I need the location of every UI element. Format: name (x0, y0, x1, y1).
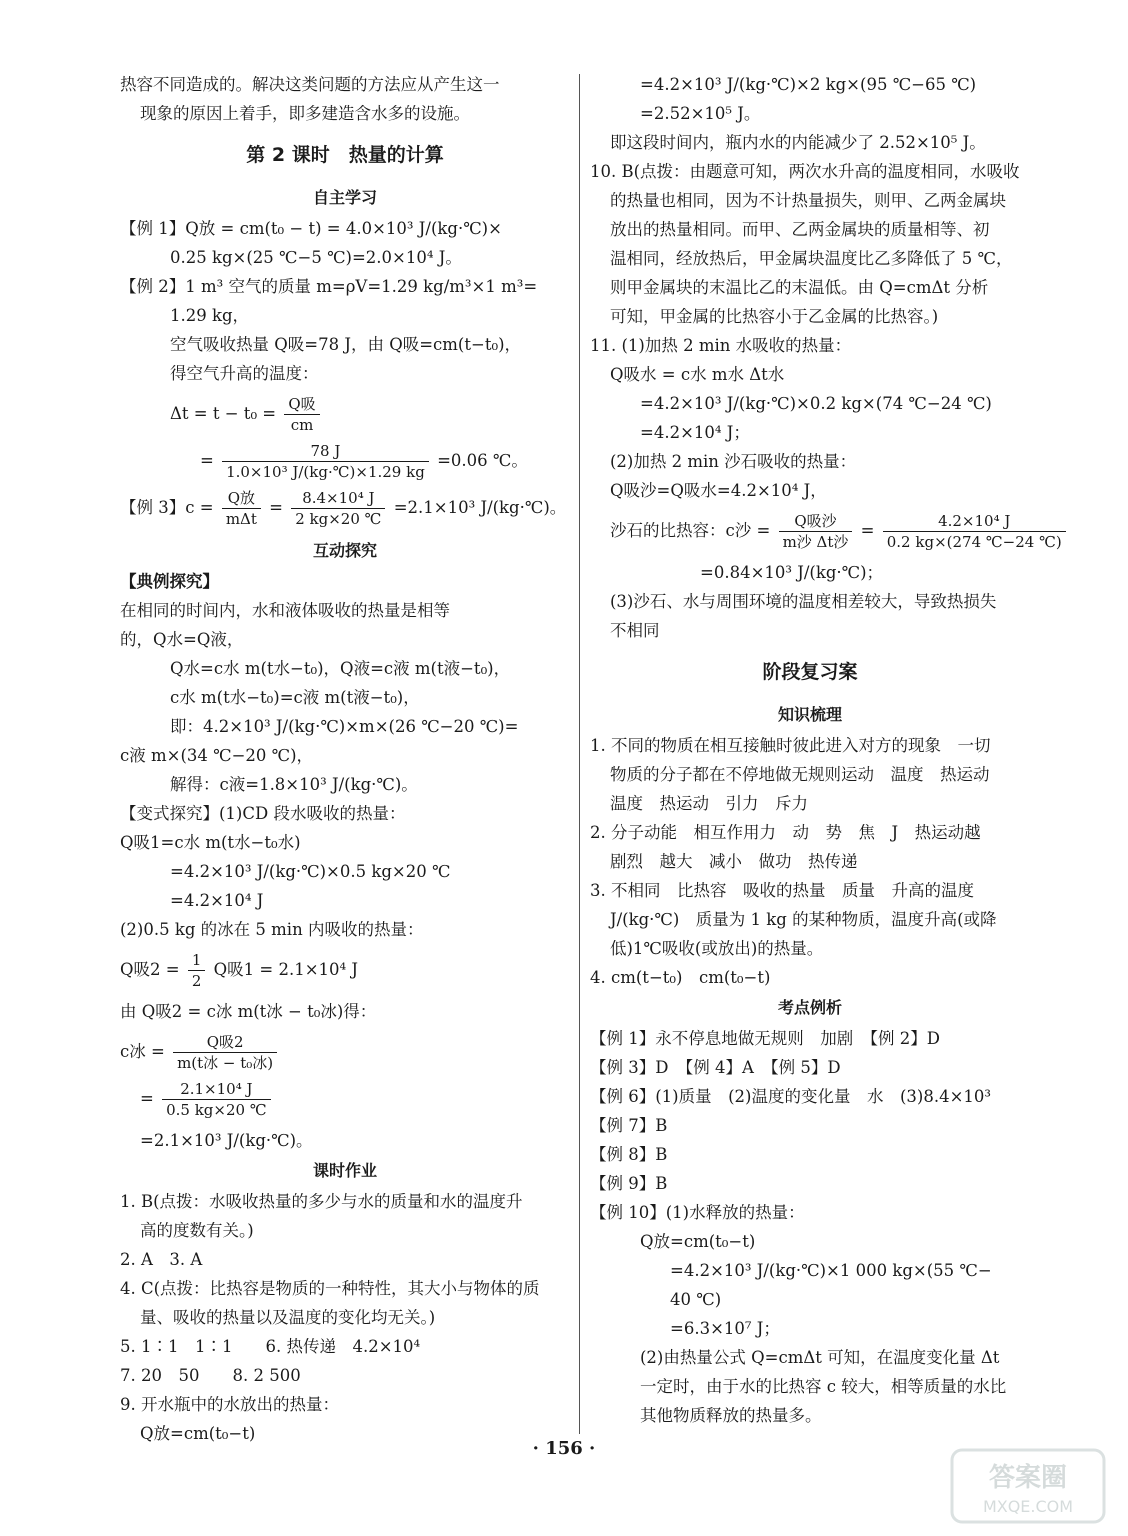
q11-line: Q吸水 = c水 m水 Δt水 (610, 365, 785, 384)
intro-line: 现象的原因上着手，即多建造含水多的设施。 (140, 104, 470, 123)
c-ice-result: =2.1×10³ J/(kg·℃)。 (140, 1131, 313, 1150)
formula-text: 【例 3】c = (120, 498, 214, 517)
denominator: 0.2 kg×(274 ℃−24 ℃) (886, 533, 1062, 551)
knowledge-line: 剧烈 越大 减小 做功 热传递 (610, 852, 858, 871)
bianshi-line: =4.2×10⁴ J (170, 891, 264, 910)
homework-line: 2. A 3. A (120, 1250, 203, 1269)
q10-line: 10. B(点拨：由题意可知，两次水升高的温度相同，水吸收 (590, 162, 1020, 181)
kaodian-line: Q放=cm(t₀−t) (640, 1232, 756, 1251)
knowledge-line: 1. 不同的物质在相互接触时彼此进入对方的现象 一切 (590, 736, 991, 755)
dianli-line: 解得：c液=1.8×10³ J/(kg·℃)。 (170, 775, 418, 794)
formula-text: c冰 = (120, 1042, 165, 1061)
q10-line: 放出的热量相同。而甲、乙两金属块的质量相等、初 (610, 220, 990, 239)
homework-line: Q放=cm(t₀−t) (140, 1424, 256, 1443)
example-1-line: 【例 1】Q放 = cm(t₀ − t) = 4.0×10³ J/(kg·℃)× (120, 219, 502, 238)
kaodian-line: 其他物质释放的热量多。 (640, 1406, 822, 1425)
q11-line: =4.2×10³ J/(kg·℃)×0.2 kg×(74 ℃−24 ℃) (640, 394, 992, 413)
watermark-logo (948, 1446, 1108, 1526)
numerator: Q吸 (284, 394, 319, 415)
lesson-title: 第 2 课时 热量的计算 (246, 144, 444, 166)
denominator: 0.5 kg×20 ℃ (166, 1101, 267, 1119)
dianli-line: Q水=c水 m(t水−t₀)，Q液=c液 m(t液−t₀)， (170, 659, 511, 678)
homework-line: 5. 1∶1 1∶1 6. 热传递 4.2×10⁴ (120, 1337, 421, 1356)
bianshi-heading: 【变式探究】(1)CD 段水吸收的热量： (120, 804, 406, 823)
q11-line: =0.84×10³ J/(kg·℃)； (700, 563, 884, 582)
homework-line: 高的度数有关。) (140, 1221, 254, 1240)
knowledge-line: 低)1℃吸收(或放出)的热量。 (610, 939, 824, 958)
denominator: m沙 Δt沙 (782, 533, 849, 551)
fraction (779, 511, 853, 552)
formula-text: = (269, 498, 283, 517)
dianli-line: c液 m×(34 ℃−20 ℃)， (120, 746, 314, 765)
kaodian-line: 【例 3】D 【例 4】A 【例 5】D (590, 1058, 841, 1077)
q10-line: 的热量也相同，因为不计热量损失，则甲、乙两金属块 (610, 191, 1006, 210)
knowledge-line: 2. 分子动能 相互作用力 动 势 焦 J 热运动越 (590, 823, 981, 842)
section-heading-jieduan: 阶段复习案 (762, 661, 858, 683)
kaodian-line: (2)由热量公式 Q=cmΔt 可知，在温度变化量 Δt (640, 1348, 1000, 1367)
fraction (188, 950, 206, 991)
homework-line: 4. C(点拨：比热容是物质的一种特性，其大小与物体的质 (120, 1279, 540, 1298)
svg-text:答案圈: 答案圈 (988, 1463, 1068, 1493)
kaodian-line: =6.3×10⁷ J； (670, 1319, 780, 1338)
section-heading-kaodian: 考点例析 (777, 998, 842, 1017)
fraction (222, 488, 261, 529)
knowledge-line: 物质的分子都在不停地做无规则运动 温度 热运动 (610, 765, 990, 784)
formula-text: Q吸2 = (120, 960, 180, 979)
numerator: 8.4×10⁴ J (291, 488, 385, 509)
fraction (883, 511, 1066, 552)
kaodian-line: 【例 8】B (590, 1145, 668, 1164)
right-column (590, 70, 1062, 1430)
q10-line: 则甲金属块的末温比乙的末温低。由 Q=cmΔt 分析 (610, 278, 989, 297)
q11-line: 不相同 (610, 621, 660, 640)
dianli-line: 的，Q水=Q液， (120, 630, 244, 649)
section-heading-zhishi: 知识梳理 (777, 705, 842, 724)
kaodian-line: 【例 9】B (590, 1174, 668, 1193)
numerator: 78 J (222, 441, 429, 462)
page-number: · 156 · (532, 1438, 596, 1459)
kaodian-line: 【例 1】永不停息地做无规则 加剧 【例 2】D (590, 1029, 940, 1048)
svg-text:MXQE.COM: MXQE.COM (982, 1497, 1074, 1516)
q10-line: 温相同，经放热后，甲金属块温度比乙多降低了 5 ℃， (610, 249, 1013, 268)
formula-text: = (200, 451, 214, 470)
numerator: 4.2×10⁴ J (883, 511, 1066, 532)
formula-text: Q吸1 = 2.1×10⁴ J (213, 960, 359, 979)
numerator: Q吸2 (173, 1032, 277, 1053)
numerator: Q放 (222, 488, 261, 509)
dianli-line: 即：4.2×10³ J/(kg·℃)×m×(26 ℃−20 ℃)= (170, 717, 519, 736)
fraction (162, 1079, 271, 1120)
formula-text: 沙石的比热容：c沙 = (610, 521, 771, 540)
example-1-line: 0.25 kg×(25 ℃−5 ℃)=2.0×10⁴ J。 (170, 248, 462, 267)
denominator: 2 (191, 972, 202, 990)
answer-line: =4.2×10³ J/(kg·℃)×2 kg×(95 ℃−65 ℃) (640, 75, 977, 94)
fraction (173, 1032, 277, 1073)
q11-line: Q吸沙=Q吸水=4.2×10⁴ J， (610, 481, 827, 500)
q11-line: (2)加热 2 min 沙石吸收的热量： (610, 452, 857, 471)
kaodian-line: 【例 7】B (590, 1116, 668, 1135)
fraction (222, 441, 429, 482)
kaodian-line: 【例 6】(1)质量 (2)温度的变化量 水 (3)8.4×10³ (590, 1087, 992, 1106)
example-3-formula (120, 488, 570, 529)
formula-text: =0.06 ℃。 (437, 451, 528, 470)
column-divider (579, 74, 580, 1434)
numerator: 2.1×10⁴ J (162, 1079, 271, 1100)
example-2-line: 【例 2】1 m³ 空气的质量 m=ρV=1.29 kg/m³×1 m³= (120, 277, 538, 296)
bianshi-line: Q吸1=c水 m(t水−t₀水) (120, 833, 301, 852)
q2-line: 由 Q吸2 = c冰 m(t冰 − t₀冰)得： (120, 1002, 377, 1021)
denominator: m(t冰 − t₀冰) (177, 1054, 274, 1072)
knowledge-line: 温度 热运动 引力 斥力 (610, 794, 808, 813)
answer-line: =2.52×10⁵ J。 (640, 104, 761, 123)
kaodian-line: 40 ℃) (670, 1290, 722, 1309)
section-heading-zizhu: 自主学习 (312, 188, 377, 207)
bianshi-line: (2)0.5 kg 的冰在 5 min 内吸收的热量： (120, 920, 424, 939)
knowledge-line: J/(kg·℃) 质量为 1 kg 的某种物质，温度升高(或降 (610, 910, 997, 929)
homework-line: 量、吸收的热量以及温度的变化均无关。) (140, 1308, 436, 1327)
knowledge-line: 3. 不相同 比热容 吸收的热量 质量 升高的温度 (590, 881, 974, 900)
example-2-line: 空气吸收热量 Q吸=78 J，由 Q吸=cm(t−t₀)， (170, 335, 522, 354)
section-heading-hudong: 互动探究 (312, 541, 377, 560)
denominator: mΔt (225, 510, 257, 528)
q11-line: =4.2×10⁴ J； (640, 423, 750, 442)
kaodian-line: 【例 10】(1)水释放的热量： (590, 1203, 805, 1222)
intro-line: 热容不同造成的。解决这类问题的方法应从产生这一 (120, 75, 500, 94)
c-ice-formula-value (120, 1079, 570, 1120)
q2-formula (120, 950, 570, 991)
formula-delta-t (120, 394, 570, 435)
section-heading-keshi: 课时作业 (312, 1161, 377, 1180)
kaodian-line: =4.2×10³ J/(kg·℃)×1 000 kg×(55 ℃− (670, 1261, 992, 1280)
denominator: cm (290, 416, 314, 434)
numerator: Q吸沙 (779, 511, 853, 532)
fraction (291, 488, 385, 529)
homework-line: 1. B(点拨：水吸收热量的多少与水的质量和水的温度升 (120, 1192, 523, 1211)
formula-text: Δt = t − t₀ = (170, 404, 277, 423)
c-ice-formula (120, 1032, 570, 1073)
denominator: 2 kg×20 ℃ (295, 510, 382, 528)
formula-text: = (140, 1089, 154, 1108)
fraction (284, 394, 319, 435)
answer-line: 即这段时间内，瓶内水的内能减少了 2.52×10⁵ J。 (610, 133, 986, 152)
numerator: 1 (188, 950, 206, 971)
q10-line: 可知，甲金属的比热容小于乙金属的比热容。) (610, 307, 939, 326)
q11-line: 11. (1)加热 2 min 水吸收的热量： (590, 336, 852, 355)
homework-line: 7. 20 50 8. 2 500 (120, 1366, 301, 1385)
formula-delta-t-value (120, 441, 570, 482)
formula-text: = (860, 521, 875, 540)
sand-heat-capacity-formula (590, 511, 1062, 552)
kaodian-line: 一定时，由于水的比热容 c 较大，相等质量的水比 (640, 1377, 1007, 1396)
example-2-line: 得空气升高的温度： (170, 364, 319, 383)
left-column (120, 70, 570, 1448)
formula-text: =2.1×10³ J/(kg·℃)。 (393, 498, 567, 517)
homework-line: 9. 开水瓶中的水放出的热量： (120, 1395, 339, 1414)
dianli-line: c水 m(t水−t₀)=c液 m(t液−t₀)， (170, 688, 420, 707)
bianshi-line: =4.2×10³ J/(kg·℃)×0.5 kg×20 ℃ (170, 862, 451, 881)
dianli-line: 在相同的时间内，水和液体吸收的热量是相等 (120, 601, 450, 620)
q11-line: (3)沙石、水与周围环境的温度相差较大，导致热损失 (610, 592, 997, 611)
example-2-line: 1.29 kg， (170, 306, 250, 325)
dianli-heading: 【典例探究】 (120, 572, 219, 591)
knowledge-line: 4. cm(t−t₀) cm(t₀−t) (590, 968, 771, 987)
denominator: 1.0×10³ J/(kg·℃)×1.29 kg (226, 463, 425, 481)
